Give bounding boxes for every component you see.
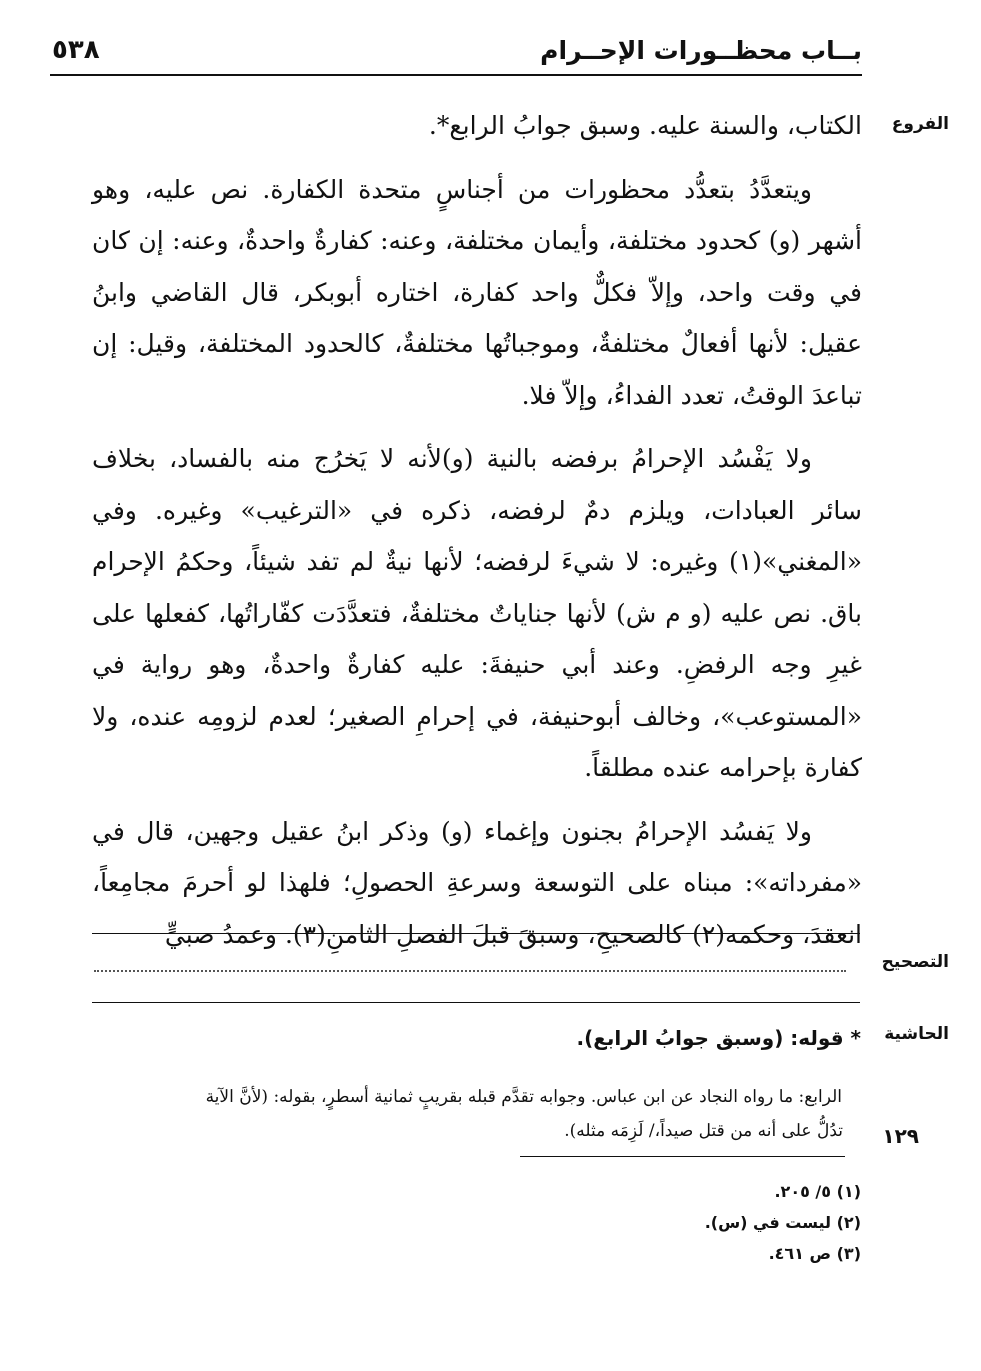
main-paragraph: ويتعدَّدُ بتعدُّد محظورات من أجناسٍ متحدة الكفارة. نص عليه، وهو أشهر (و) كحدود مختلفة، وأيمان مختلفة، وعنه: كفارةٌ واحدةٌ، وعنه: إن كان في وقت واحد، وإلاّ فكلٌّ واحد كفارة، اختاره أبوبكر، قال القاضي وابنُ عقيل: لأنها أفعالٌ مختلفةٌ، وموجباتُها مختلفةٌ، كالحدود المختلفة، وقيل: إن تباعدَ الوقتُ، تعدد الفداءُ، وإلاّ فلا. <box>92 174 862 410</box>
main-paragraph: ولا يَفسُد الإحرامُ بجنون وإغماء (و) وذكر ابنُ عقيل وجهين، قال في «مفرداته»: مبناه على التوسعة وسرعةِ الحصولِ؛ فلهذا لو أحرمَ مجامِعاً، انعقدَ، وحكمه(٢) كالصحيحِ، وسبقَ قبلَ الفصلِ الثامنِ(٣). وعمدُ صبيٍّ <box>92 816 862 949</box>
manuscript-folio-number: ١٢٩ <box>882 1124 919 1148</box>
main-paragraph: ولا يَفْسُد الإحرامُ برفضه بالنية (و)لأنه لا يَخرُج منه بالفساد، بخلاف سائر العبادات، ويلزم دمٌ لرفضه، ذكره في «الترغيب» وغيره. وفي «المغني»(١) وغيره: لا شيءَ لرفضه؛ لأنها نيةٌ لم تفد شيئاً، وحكمُ الإحرام باق. نص عليه (و م ش) لأنها جناياتٌ مختلفةٌ، فتعدَّدَت كفّاراتُها، كفعلها على غيرِ وجه الرفضِ. وعند أبي حنيفةَ: عليه كفارةٌ واحدةٌ، وهو رواية في «المستوعب»، وخالف أبوحنيفة، في إحرامِ الصغير؛ لعدم لزومِه عنده، ولا كفارة بإحرامه عنده مطلقاً. <box>92 444 862 782</box>
footnote: (٢) ليست في (س). <box>704 1213 861 1232</box>
footnote: (١) ٥/ ٢٠٥. <box>774 1182 861 1201</box>
main-text <box>92 100 862 960</box>
side-label-furu: الفروع <box>891 114 949 134</box>
header-rule <box>50 74 862 76</box>
hashiya-line-2: تدُلُّ على أنه من قتل صيداً،/ لَزِمَه مثله). <box>564 1121 843 1141</box>
chapter-title: بــاب محظــورات الإحــرام <box>540 35 862 65</box>
page-number: ٥٣٨ <box>52 35 100 65</box>
main-paragraph: الكتاب، والسنة عليه. وسبق جوابُ الرابع*. <box>428 111 862 140</box>
text-divider <box>92 1002 860 1003</box>
side-label-tashih: التصحيح <box>881 952 949 972</box>
tashih-dotted-line <box>94 970 846 972</box>
text-divider <box>92 933 860 934</box>
hashiya-heading: * قوله: (وسبق جوابُ الرابع). <box>576 1026 861 1050</box>
side-label-hashiya: الحاشية <box>884 1024 949 1044</box>
hashiya-line-1: الرابع: ما رواه النجاد عن ابن عباس. وجوابه تقدَّم قبله بقريبٍ ثمانية أسطرٍ، بقوله: (لأنَّ الآية <box>205 1087 842 1107</box>
footnote: (٣) ص ٤٦١. <box>768 1244 861 1263</box>
page-header <box>52 28 862 72</box>
footnotes <box>705 1176 861 1269</box>
hashiya-rule <box>520 1156 845 1157</box>
